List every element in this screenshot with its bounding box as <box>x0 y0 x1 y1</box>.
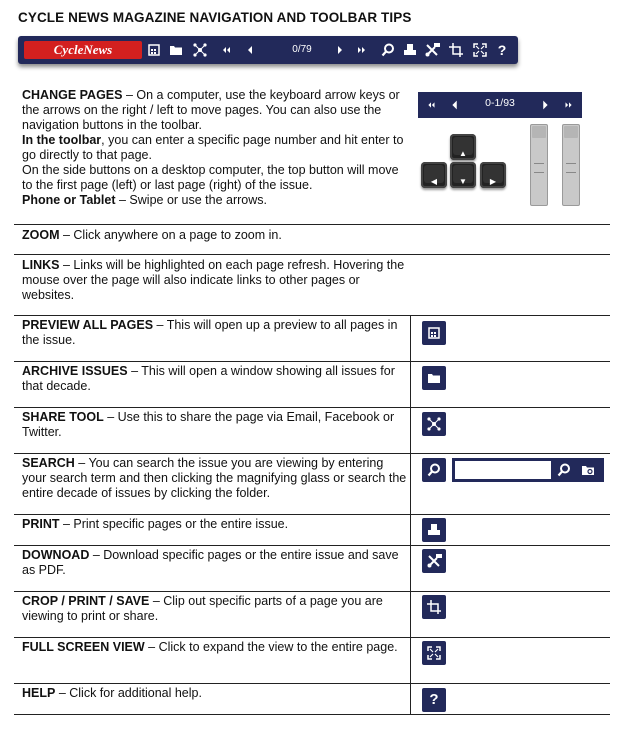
print-icon <box>426 522 442 538</box>
help-icon[interactable]: ? <box>497 42 507 58</box>
archive-folder-icon <box>426 370 442 386</box>
previous-page-icon <box>448 98 462 112</box>
left-side-button-illustration <box>530 124 548 206</box>
fullscreen-section: FULL SCREEN VIEW – Click to expand the view to the entire page. <box>22 640 398 654</box>
reader-toolbar <box>18 36 518 64</box>
share-icon[interactable] <box>192 42 208 58</box>
print-button[interactable] <box>422 518 446 542</box>
zoom-heading: ZOOM <box>22 228 60 242</box>
crop-heading: CROP / PRINT / SAVE <box>22 594 150 608</box>
share-section: SHARE TOOL – Use this to share the page via Email, Facebook or Twitter. <box>22 410 395 439</box>
crop-icon <box>426 599 442 615</box>
previous-page-icon[interactable] <box>242 42 258 58</box>
share-icon <box>426 416 442 432</box>
search-input[interactable] <box>455 461 551 479</box>
links-section: LINKS – Links will be highlighted on each page refresh. Hovering the mouse over the page will also indicate links to other pages or websites. <box>22 258 405 302</box>
cycle-news-logo[interactable]: CycleNews <box>24 41 142 59</box>
arrow-right-key-icon: ▶ <box>480 162 506 188</box>
download-pdf-button[interactable] <box>422 549 446 573</box>
fullscreen-icon <box>426 645 442 661</box>
search-icon[interactable] <box>556 462 572 478</box>
last-page-icon[interactable] <box>354 42 370 58</box>
print-icon[interactable] <box>402 42 418 58</box>
first-page-icon <box>424 98 438 112</box>
share-tool-button[interactable] <box>422 412 446 436</box>
download-section: DOWNOAD – Download specific pages or the entire issue and save as PDF. <box>22 548 399 577</box>
divider <box>14 591 610 592</box>
help-heading: HELP <box>22 686 56 700</box>
divider <box>14 224 610 225</box>
divider <box>14 407 610 408</box>
download-heading: DOWNOAD <box>22 548 90 562</box>
share-heading: SHARE TOOL <box>22 410 104 424</box>
search-archive-folder-icon[interactable] <box>580 462 596 478</box>
page-navigation-bar-illustration <box>418 92 582 118</box>
right-side-button-illustration <box>562 124 580 206</box>
phone-tablet-heading: Phone or Tablet <box>22 193 116 207</box>
next-page-icon[interactable] <box>332 42 348 58</box>
divider <box>14 714 610 715</box>
preview-heading: PREVIEW ALL PAGES <box>22 318 154 332</box>
print-section: PRINT – Print specific pages or the entire issue. <box>22 517 289 531</box>
download-pdf-icon[interactable] <box>424 42 440 58</box>
help-section: HELP – Click for additional help. <box>22 686 202 700</box>
search-bar-illustration <box>452 458 604 482</box>
crop-button[interactable] <box>422 595 446 619</box>
search-button[interactable] <box>422 458 446 482</box>
page-number-field[interactable]: 0/79 <box>292 44 312 55</box>
preview-pages-button[interactable] <box>422 321 446 345</box>
fullscreen-button[interactable] <box>422 641 446 665</box>
divider <box>14 254 610 255</box>
search-section: SEARCH – You can search the issue you are viewing by entering your search term and then clicking the magnifying glass or search the entire decade of issues by clicking the folder. <box>22 456 407 500</box>
archive-folder-icon[interactable] <box>168 42 184 58</box>
crop-section: CROP / PRINT / SAVE – Clip out specific parts of a page you are viewing to print or share. <box>22 594 383 623</box>
preview-pages-icon <box>426 325 442 341</box>
next-page-icon <box>538 98 552 112</box>
change-pages-section: CHANGE PAGES – On a computer, use the keyboard arrow keys or the arrows on the right / left to move pages. You can also use the navigation buttons in the toolbar. In the toolbar, you can enter a specific page number and hit enter to go directly to that page. On the side buttons on a desktop computer, the top button will move to the first page (left) or last page (right) of the issue. Phone or Tablet – Swipe or use the arrows. <box>22 88 404 207</box>
links-heading: LINKS <box>22 258 60 272</box>
fullscreen-icon[interactable] <box>472 42 488 58</box>
search-icon[interactable] <box>380 42 396 58</box>
zoom-section: ZOOM – Click anywhere on a page to zoom in. <box>22 228 282 242</box>
arrow-left-key-icon: ◀ <box>421 162 447 188</box>
help-button[interactable]: ? <box>422 688 446 712</box>
fullscreen-heading: FULL SCREEN VIEW <box>22 640 145 654</box>
preview-section: PREVIEW ALL PAGES – This will open up a preview to all pages in the issue. <box>22 318 398 347</box>
divider <box>14 453 610 454</box>
archive-section: ARCHIVE ISSUES – This will open a window showing all issues for that decade. <box>22 364 395 393</box>
archive-heading: ARCHIVE ISSUES <box>22 364 128 378</box>
first-page-icon[interactable] <box>218 42 234 58</box>
divider <box>14 514 610 515</box>
download-pdf-icon <box>426 553 442 569</box>
divider <box>14 315 610 316</box>
page-number-display: 0-1/93 <box>485 97 515 109</box>
divider <box>14 361 610 362</box>
search-heading: SEARCH <box>22 456 75 470</box>
crop-icon[interactable] <box>448 42 464 58</box>
search-icon <box>426 462 442 478</box>
arrow-down-key-icon: ▼ <box>450 162 476 188</box>
change-pages-heading: CHANGE PAGES <box>22 88 123 102</box>
column-divider <box>410 315 411 714</box>
divider <box>14 637 610 638</box>
divider <box>14 683 610 684</box>
preview-pages-icon[interactable] <box>146 42 162 58</box>
print-heading: PRINT <box>22 517 60 531</box>
in-toolbar-heading: In the toolbar <box>22 133 102 147</box>
archive-issues-button[interactable] <box>422 366 446 390</box>
divider <box>14 545 610 546</box>
page-title: CYCLE NEWS MAGAZINE NAVIGATION AND TOOLBAR TIPS <box>18 10 412 25</box>
arrow-up-key-icon: ▲ <box>450 134 476 160</box>
last-page-icon <box>562 98 576 112</box>
